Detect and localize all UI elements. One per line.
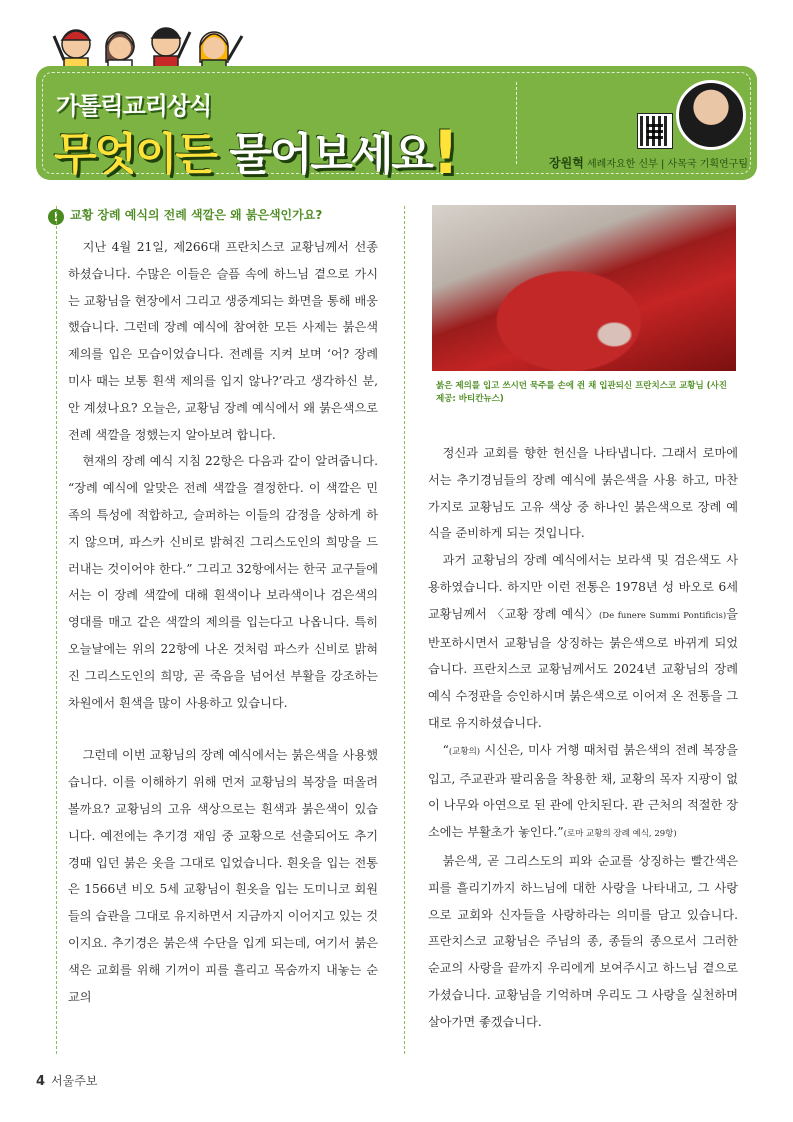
headline-white: 물어보세요	[229, 129, 432, 180]
publication-name: 서울주보	[51, 1074, 98, 1088]
paragraph-gap	[68, 716, 378, 742]
author-avatar	[676, 80, 746, 150]
headline	[54, 114, 457, 180]
question-heading	[48, 206, 388, 225]
pope-coffin-photo	[432, 205, 736, 371]
page-footer	[36, 1072, 97, 1089]
headline-yellow: 무엇이든	[54, 129, 217, 180]
header-kicker: 가톨릭교리상식	[56, 92, 212, 120]
exclamation-icon: !	[48, 209, 64, 225]
header-divider	[516, 82, 517, 164]
quote-source: (로마 교황의 장례 예식, 29항)	[563, 829, 677, 840]
right-paragraph-3-quote	[428, 737, 738, 848]
headline-bang: !	[431, 118, 458, 180]
right-paragraph-4: 붉은색, 곧 그리스도의 피와 순교를 상징하는 빨간색은 피를 흘리기까지 하느님에 대한 사랑을 나타내고, 그 사랑으로 교회와 신자들을 사랑하라는 의미를 담고 있습니다. 프란치스코 교황님은 주님의 종, 종들의 종으로서 그러한 순교의 사랑을 끝까지 우리에게 보여주시고 하느님 곁으로 가셨습니다. 교황님을 기억하며 우리도 그 사랑을 실천하며 살아가면 좋겠습니다.	[428, 853, 738, 1029]
author-name: 장원혁	[549, 156, 584, 170]
latin-title: (De funere Summi Pontificis)	[598, 610, 727, 621]
left-paragraph-2: 현재의 장례 예식 지침 22항은 다음과 같이 알려줍니다. “장례 예식에 알맞은 전례 색깔을 결정한다. 이 색깔은 민족의 특성에 적합하고, 슬퍼하는 이들의 감정을 상하게 하지 않으며, 파스카 신비로 밝혀진 그리스도인의 희망을 드러내는 것이어야 한다.” 그리고 32항에서는 한국 교구들에서는 이 장례 색깔에 대해 흰색이나 보라색이나 검은색의 영대를 매고 같은 색깔의 제의를 입는다고 나옵니다. 특히 오늘날에는 위의 22항에 나온 것처럼 파스카 신비로 밝혀진 그리스도인의 희망, 곧 죽음을 넘어선 부활을 강조하는 차원에서 흰색을 많이 사용하고 있습니다.	[68, 454, 378, 710]
author-byline	[538, 154, 748, 171]
right-paragraph-2-a: 과거 교황님의 장례 예식에서는 보라색 및 검은색도 사용하였습니다. 하지만 이런 전통은 1978년 성 바오로 6세 교황님께서 〈교황 장례 예식〉	[428, 553, 738, 621]
left-paragraph-1: 지난 4월 21일, 제266대 프란치스코 교황님께서 선종하셨습니다. 수많은 이들은 슬픔 속에 하느님 곁으로 가시는 교황님을 현장에서 그리고 생중계되는 화면을 통해 배웅했습니다. 그런데 장례 예식에 참여한 모든 사제는 붉은색 제의를 입은 모습이었습니다. 전례를 지켜 보며 ‘어? 장례 미사 때는 보통 흰색 제의를 입지 않나?’라고 생각하신 분, 안 계셨나요? 오늘은, 교황님 장례 예식에서 왜 붉은색으로 전례 색깔을 정했는지 알아보려 합니다.	[68, 240, 378, 442]
center-column-rule	[404, 206, 405, 1054]
author-role: 세례자요한 신부 | 사목국 기획연구팀	[587, 159, 748, 170]
quote-open: “	[442, 742, 449, 757]
page-number: 4	[36, 1074, 46, 1089]
quote-prefix: (교황의)	[448, 746, 481, 757]
question-text: 교황 장례 예식의 전례 색깔은 왜 붉은색인가요?	[70, 208, 323, 222]
right-paragraph-2	[428, 547, 738, 737]
header-banner	[36, 66, 757, 180]
photo-caption: 붉은 제의를 입고 쓰시던 묵주를 손에 쥔 채 입관되신 프란치스코 교황님 (사진 제공: 바티칸뉴스)	[436, 381, 727, 404]
left-column-rule	[56, 206, 57, 1054]
quote-text: 시신은, 미사 거행 때처럼 붉은색의 전례 복장을 입고, 주교관과 팔리움을 착용한 채, 교황의 목자 지팡이 없이 나무와 아연으로 된 관에 안치된다. 관 근처의 적절한 장소에는 부활초가 놓인다.”	[428, 742, 738, 840]
qr-code-icon[interactable]	[638, 114, 672, 148]
left-paragraph-3: 그런데 이번 교황님의 장례 예식에서는 붉은색을 사용했습니다. 이를 이해하기 위해 먼저 교황님의 복장을 떠올려 볼까요? 교황님의 고유 색상으로는 흰색과 붉은색이 있습니다. 예전에는 추기경 재임 중 교황으로 선출되어도 추기경때 입던 붉은 옷을 그대로 입었습니다. 흰옷을 입는 전통은 1566년 비오 5세 교황님이 흰옷을 입는 도미니코 회원들의 습관을 그대로 유지하면서 지금까지 이어지고 있는 것이지요. 추기경은 붉은색 수단을 입게 되는데, 여기서 붉은색은 교회를 위해 기꺼이 피를 흘리고 목숨까지 내놓는 순교의	[68, 748, 378, 1004]
right-column	[428, 440, 738, 1036]
right-paragraph-1: 정신과 교회를 향한 헌신을 나타냅니다. 그래서 로마에서는 추기경님들의 장례 예식에 붉은색을 사용 하고, 마찬가지로 교황님도 고유 색상 중 하나인 붉은색으로 장례 예식을 준비하게 되는 것입니다.	[428, 446, 738, 541]
left-column	[68, 234, 378, 1010]
right-paragraph-2-b: 을 반포하시면서 교황님을 상징하는 붉은색으로 바뀌게 되었습니다. 프란치스코 교황님께서도 2024년 교황님의 장례 예식 수정판을 승인하시며 붉은색으로 이어져 온 전통을 그대로 유지하셨습니다.	[428, 606, 738, 730]
